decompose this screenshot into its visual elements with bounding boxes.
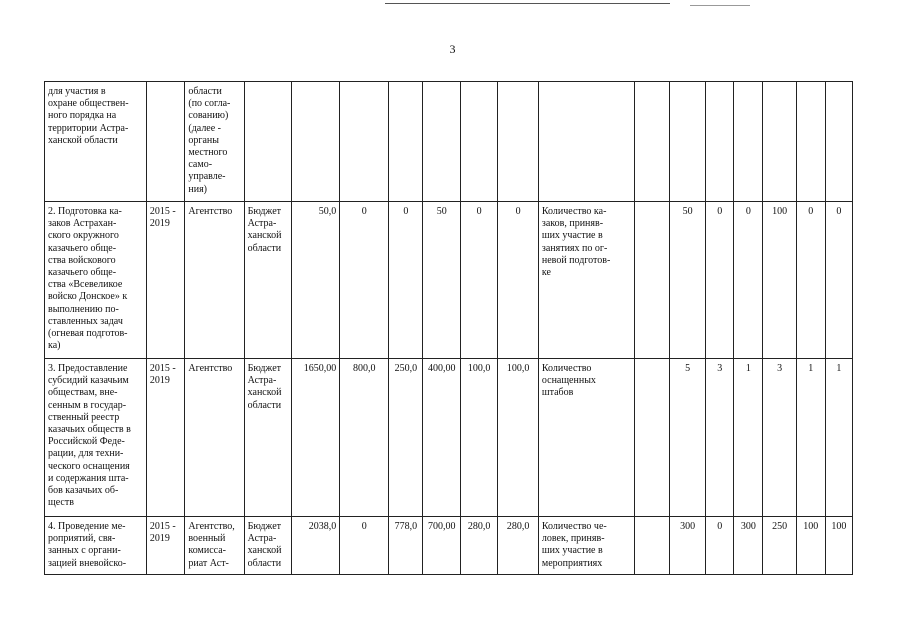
funding-source-cell	[244, 517, 292, 575]
funding-2017-cell-text: 50	[436, 206, 447, 217]
funding-2019-cell-text: 0	[515, 206, 521, 217]
indicator-value-cell-text: 0	[717, 206, 723, 217]
indicator-value-cell	[734, 202, 763, 359]
table-row	[45, 517, 853, 575]
funding-2016-cell	[389, 359, 423, 517]
indicator-cell	[538, 202, 634, 359]
executor-cell	[185, 202, 244, 359]
measure-cell	[45, 202, 147, 359]
measure-cell	[45, 359, 147, 517]
indicator-value-cell-text: 0	[808, 206, 814, 217]
indicator-value-cell-text: 0	[745, 206, 751, 217]
measure-cell-text: для участия в охране обществен- ного порядка на территории Астра- ханской области	[48, 86, 129, 146]
funding-2015-cell-text: 0	[361, 521, 367, 532]
indicator-value-cell-text: 100	[772, 206, 788, 217]
indicator-value-cell	[734, 359, 763, 517]
funding-2015-cell	[340, 359, 389, 517]
indicator-value-cell-text: 250	[772, 521, 788, 532]
funding-2019-cell-text: 280,0	[506, 521, 530, 532]
funding-2018-cell-text: 280,0	[467, 521, 491, 532]
funding-2019-cell	[498, 359, 539, 517]
indicator-value-cell	[763, 517, 796, 575]
executor-cell	[185, 517, 244, 575]
indicator-cell-text: Количество оснащенных штабов	[541, 363, 596, 399]
executor-cell-text: Агентство, военный комисса- риат Аст-	[188, 521, 235, 569]
total-cell	[292, 82, 340, 202]
indicator-value-cell-text: 0	[717, 521, 723, 532]
executor-cell	[185, 359, 244, 517]
funding-2018-cell	[460, 82, 497, 202]
indicator-value-cell	[825, 359, 852, 517]
indicator-value-cell	[796, 82, 825, 202]
funding-2017-cell	[423, 82, 460, 202]
funding-source-cell	[244, 82, 292, 202]
total-cell-text: 2038,0	[308, 521, 337, 532]
indicator-value-cell	[734, 517, 763, 575]
funding-source-cell-text: Бюджет Астра- ханской области	[247, 206, 282, 254]
period-cell-text: 2015 - 2019	[149, 363, 176, 387]
funding-2015-cell	[340, 202, 389, 359]
table-row	[45, 359, 853, 517]
measure-cell-text: 4. Проведение ме- роприятий, свя- занных с органи- зацией вневойско-	[48, 521, 127, 569]
funding-2017-cell	[423, 202, 460, 359]
table-row	[45, 82, 853, 202]
unit-cell	[634, 517, 669, 575]
indicator-value-cell-text: 300	[680, 521, 696, 532]
funding-2019-cell	[498, 517, 539, 575]
indicator-value-cell-text: 50	[682, 206, 693, 217]
funding-2015-cell	[340, 82, 389, 202]
funding-2018-cell-text: 100,0	[467, 363, 491, 374]
funding-2016-cell-text: 250,0	[394, 363, 418, 374]
funding-source-cell-text: Бюджет Астра- ханской области	[247, 363, 282, 411]
executor-cell-text: Агентство	[188, 363, 233, 374]
funding-source-cell-text: Бюджет Астра- ханской области	[247, 521, 282, 569]
funding-2018-cell-text: 0	[476, 206, 482, 217]
indicator-value-cell-text: 1	[745, 363, 751, 374]
funding-2018-cell	[460, 517, 497, 575]
funding-2016-cell	[389, 82, 423, 202]
indicator-value-cell-text: 0	[836, 206, 842, 217]
measure-cell	[45, 517, 147, 575]
funding-2015-cell-text: 0	[361, 206, 367, 217]
indicator-cell-text: Количество ка- заков, приняв- ших участие в занятиях по ог- невой подготов- ке	[541, 206, 611, 279]
period-cell	[146, 202, 184, 359]
indicator-value-cell	[825, 202, 852, 359]
unit-cell	[634, 359, 669, 517]
unit-cell	[634, 202, 669, 359]
executor-cell-text: области (по согла- сованию) (далее - органы местного само- управле- ния)	[188, 86, 231, 195]
indicator-value-cell-text: 300	[740, 521, 756, 532]
indicator-value-cell	[825, 82, 852, 202]
funding-source-cell	[244, 202, 292, 359]
indicator-value-cell	[669, 202, 705, 359]
indicator-value-cell	[734, 82, 763, 202]
indicator-value-cell	[796, 202, 825, 359]
scan-artifact-line	[690, 5, 750, 6]
executor-cell-text: Агентство	[188, 206, 233, 217]
indicator-value-cell	[669, 82, 705, 202]
measure-cell	[45, 82, 147, 202]
indicator-value-cell-text: 1	[836, 363, 842, 374]
funding-2016-cell-text: 0	[403, 206, 409, 217]
indicator-value-cell-text: 3	[777, 363, 783, 374]
funding-2016-cell	[389, 202, 423, 359]
funding-2017-cell	[423, 517, 460, 575]
funding-2019-cell	[498, 82, 539, 202]
funding-2017-cell	[423, 359, 460, 517]
indicator-cell-text: Количество че- ловек, приняв- ших участие в мероприятиях	[541, 521, 607, 569]
measure-cell-text: 2. Подготовка ка- заков Астрахан- ского окружного казачьего обще- ства войскового казачьего обще- ства «Всевеликое войско Донское» к выполнению по- ставленных задач (огневая подготов- ка)	[48, 206, 128, 352]
indicator-value-cell	[669, 359, 705, 517]
total-cell-text: 50,0	[318, 206, 337, 217]
executor-cell	[185, 82, 244, 202]
funding-2015-cell-text: 800,0	[352, 363, 376, 374]
indicator-value-cell	[706, 202, 734, 359]
indicator-value-cell	[796, 517, 825, 575]
indicator-value-cell-text: 100	[831, 521, 847, 532]
indicator-value-cell	[706, 359, 734, 517]
period-cell-text: 2015 - 2019	[149, 206, 176, 230]
indicator-value-cell-text: 100	[803, 521, 819, 532]
measure-cell-text: 3. Предоставление субсидий казачьим обществам, вне- сенным в государ- ственный реестр казачьих обществ в Российской Феде- рации, для техни- ческого оснащения и содержания шта- бов казачьих об- ществ	[48, 363, 131, 509]
funding-2016-cell	[389, 517, 423, 575]
total-cell-text: 1650,00	[303, 363, 337, 374]
table-row	[45, 202, 853, 359]
total-cell	[292, 202, 340, 359]
funding-2018-cell	[460, 359, 497, 517]
indicator-value-cell	[669, 517, 705, 575]
funding-2018-cell	[460, 202, 497, 359]
unit-cell	[634, 82, 669, 202]
indicator-value-cell-text: 1	[808, 363, 814, 374]
indicator-value-cell	[763, 359, 796, 517]
funding-2016-cell-text: 778,0	[394, 521, 418, 532]
indicator-cell	[538, 82, 634, 202]
total-cell	[292, 359, 340, 517]
indicator-value-cell	[706, 82, 734, 202]
indicator-value-cell	[796, 359, 825, 517]
page-number: 3	[449, 42, 456, 56]
indicator-cell	[538, 359, 634, 517]
period-cell	[146, 82, 184, 202]
program-measures-table	[44, 81, 853, 575]
indicator-value-cell	[763, 202, 796, 359]
indicator-value-cell-text: 3	[717, 363, 723, 374]
indicator-value-cell-text: 5	[685, 363, 691, 374]
total-cell	[292, 517, 340, 575]
indicator-cell	[538, 517, 634, 575]
funding-2017-cell-text: 400,00	[427, 363, 456, 374]
period-cell	[146, 359, 184, 517]
period-cell-text: 2015 - 2019	[149, 521, 176, 545]
funding-source-cell	[244, 359, 292, 517]
funding-2015-cell	[340, 517, 389, 575]
period-cell	[146, 517, 184, 575]
funding-2019-cell-text: 100,0	[506, 363, 530, 374]
funding-2017-cell-text: 700,00	[427, 521, 456, 532]
indicator-value-cell	[706, 517, 734, 575]
funding-2019-cell	[498, 202, 539, 359]
indicator-value-cell	[825, 517, 852, 575]
scan-artifact-line	[385, 3, 670, 4]
indicator-value-cell	[763, 82, 796, 202]
